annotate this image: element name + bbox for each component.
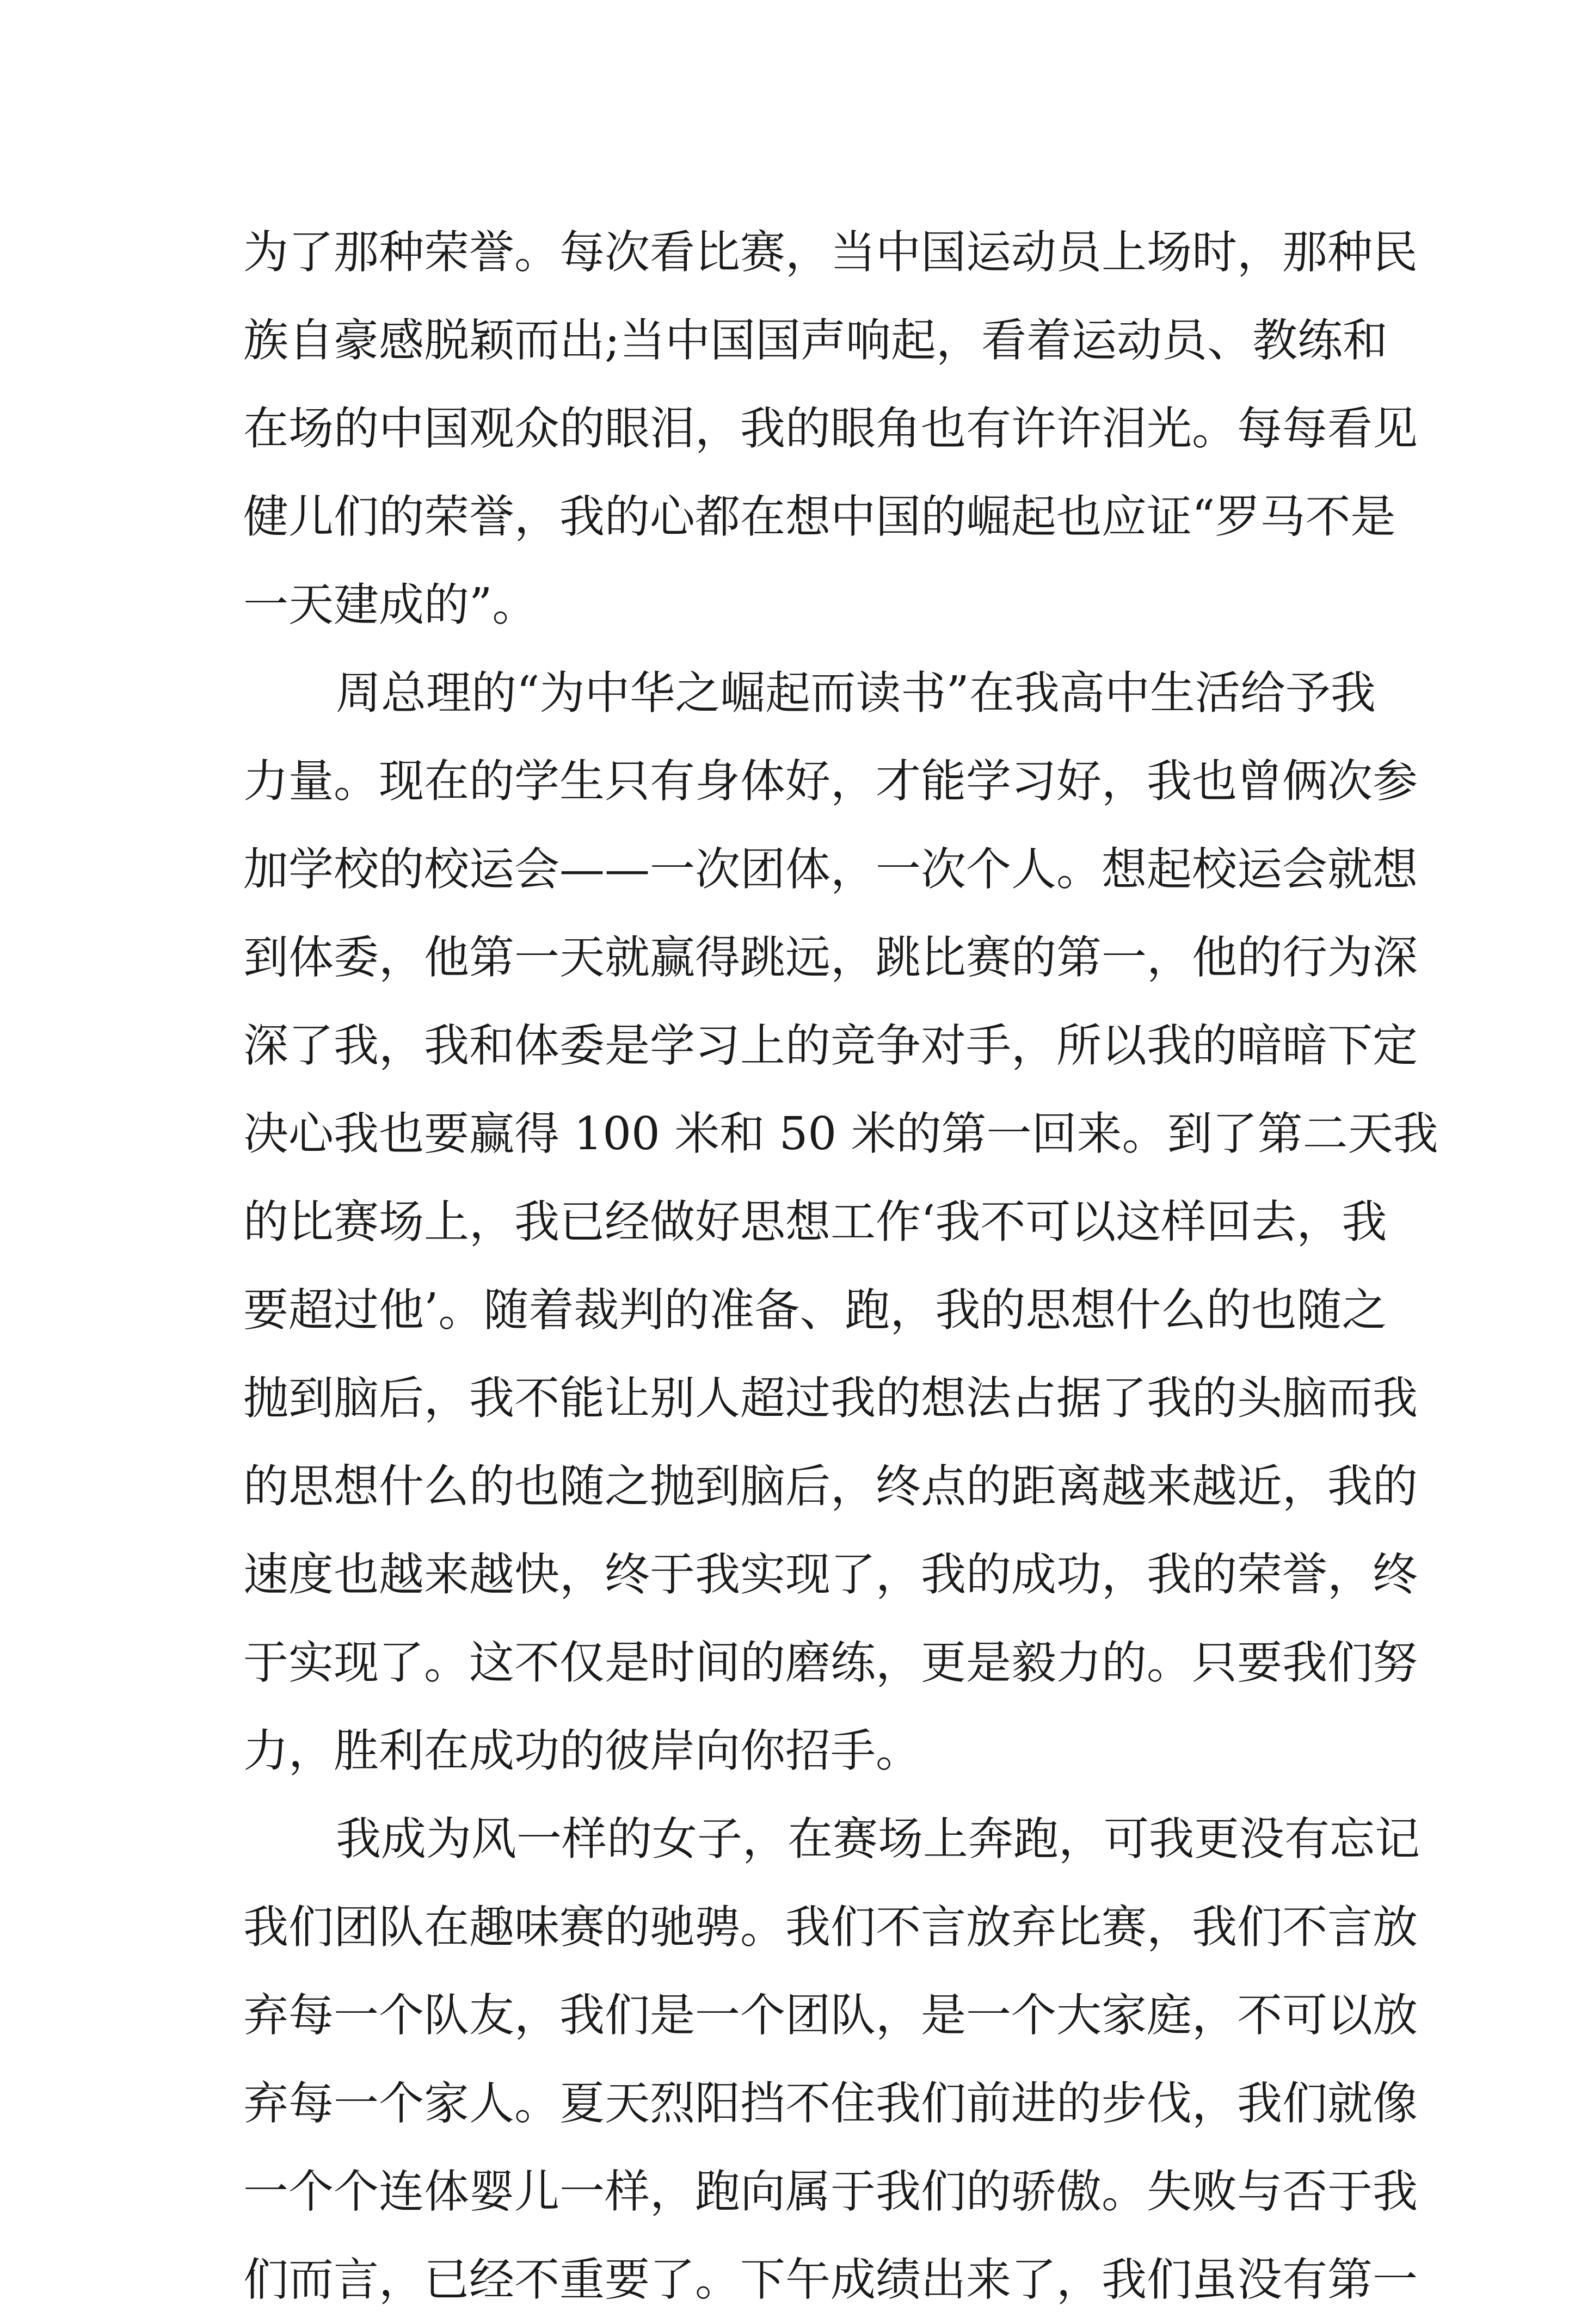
paragraph-1-line-1: 为了那种荣誉。每次看比赛，当中国运动员上场时，那种民 [243, 226, 1418, 279]
paragraph-2-line-4: 到体委，他第一天就赢得跳远，跳比赛的第一，他的行为深 [243, 931, 1418, 984]
paragraph-1-line-5: 一天建成的”。 [243, 578, 538, 631]
paragraph-2-line-1: 周总理的“为中华之崛起而读书”在我高中生活给予我 [336, 667, 1376, 719]
paragraph-3-line-4: 弃每一个家人。夏天烈阳挡不住我们前进的步伐，我们就像 [243, 2077, 1418, 2130]
paragraph-1-line-4: 健儿们的荣誉，我的心都在想中国的崛起也应证“罗马不是 [243, 490, 1396, 543]
paragraph-2-line-7: 的比赛场上，我已经做好思想工作‘我不可以这样回去，我 [243, 1195, 1387, 1248]
paragraph-1-line-3: 在场的中国观众的眼泪，我的眼角也有许许泪光。每每看见 [243, 402, 1418, 455]
paragraph-2-line-8: 要超过他’。随着裁判的准备、跑，我的思想什么的也随之 [243, 1284, 1387, 1336]
paragraph-3-line-1: 我成为风一样的女子，在赛场上奔跑，可我更没有忘记 [336, 1813, 1420, 1865]
paragraph-2-line-9: 抛到脑后，我不能让别人超过我的想法占据了我的头脑而我 [243, 1372, 1418, 1425]
paragraph-3-line-5: 一个个连体婴儿一样，跑向属于我们的骄傲。失败与否于我 [243, 2165, 1418, 2218]
paragraph-2-line-6: 决心我也要赢得 100 米和 50 米的第一回来。到了第二天我 [243, 1107, 1438, 1160]
paragraph-1-line-2: 族自豪感脱颖而出;当中国国声响起，看着运动员、教练和 [243, 314, 1388, 367]
paragraph-2-line-2: 力量。现在的学生只有身体好，才能学习好，我也曾俩次参 [243, 755, 1418, 807]
document-body [243, 208, 1438, 2324]
paragraph-3-line-3: 弃每一个队友，我们是一个团队，是一个大家庭，不可以放 [243, 1989, 1418, 2042]
paragraph-2-line-3: 加学校的校运会——一次团体，一次个人。想起校运会就想 [243, 843, 1418, 896]
paragraph-2-line-11: 速度也越来越快，终于我实现了，我的成功，我的荣誉，终 [243, 1548, 1418, 1601]
paragraph-2-line-10: 的思想什么的也随之抛到脑后，终点的距离越来越近，我的 [243, 1460, 1418, 1513]
paragraph-3-line-6: 们而言，已经不重要了。下午成绩出来了，我们虽没有第一 [243, 2253, 1418, 2306]
paragraph-2-line-13: 力，胜利在成功的彼岸向你招手。 [243, 1724, 921, 1777]
paragraph-3-line-2: 我们团队在趣味赛的驰骋。我们不言放弃比赛，我们不言放 [243, 1901, 1418, 1953]
paragraph-2-line-12: 于实现了。这不仅是时间的磨练，更是毅力的。只要我们努 [243, 1636, 1418, 1689]
paragraph-2-line-5: 深了我，我和体委是学习上的竞争对手，所以我的暗暗下定 [243, 1019, 1418, 1072]
